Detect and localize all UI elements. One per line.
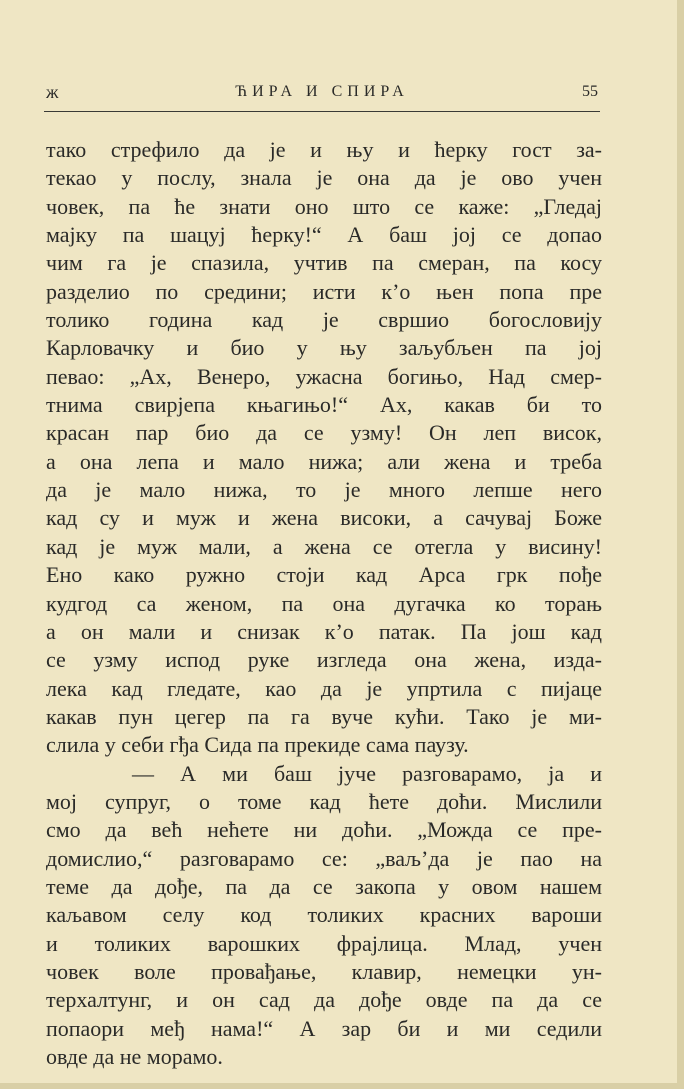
text-line: а она лепа и мало нижа; али жена и треба [46,448,602,474]
body-text [46,136,602,1071]
text-line: мајку па шацуј ћерку!“ А баш јој се допао [46,222,602,248]
text-line: певао: „Ах, Венеро, ужасна богињо, Над смер- [46,363,602,389]
paragraph-end-line: овде да не морамо. [46,1044,223,1069]
header-ornament: ж [46,82,59,102]
text-line: кад су и муж и жена високи, а сачувај Боже [46,505,602,531]
text-line: теме да дође, па да се закопа у овом нашем [46,873,602,899]
text-line: се узму испод руке изгледа она жена, изда- [46,647,602,673]
text-line: разделио по средини; исти к’о њен попа пре [46,278,602,304]
text-line: чим га је спазила, учтив па смеран, па косу [46,250,602,276]
text-line: а он мали и снизак к’о патак. Па још кад [46,618,602,644]
text-line: какав пун цегер па га вуче кући. Тако је ми- [46,703,602,729]
text-line: мој супруг, о томе кад ћете доћи. Мислили [46,788,602,814]
paragraph-start-line: — А ми баш јуче разговарамо, ја и [132,760,602,786]
text-line: текао у послу, знала је она да је ово учен [46,165,602,191]
text-line: Ено како ружно стоји кад Арса грк пође [46,562,602,588]
text-line: терхалтунг, и он сад да дође овде па да се [46,987,602,1013]
header-rule [44,111,600,112]
text-line: да је мало нижа, то је много лепше него [46,477,602,503]
text-line: Карловачку и био у њу заљубљен па јој [46,335,602,361]
text-line: тако стрефило да је и њу и ћерку гост за- [46,137,602,162]
text-line: домислио,“ разговарамо се: „ваљ’да је пао на [46,845,602,871]
text-line: каљавом селу код толиких красних вароши [46,902,602,928]
text-line: и толиких варошких фрајлица. Млад, учен [46,930,602,956]
text-line: лека кад гледате, као да је упртила с пијаце [46,675,602,701]
page-edge-bottom [0,1083,684,1089]
text-line: кад је муж мали, а жена се отегла у висину! [46,533,602,559]
text-line: кудгод са женом, па она дугачка ко торањ [46,590,602,616]
text-line: човек воле провађање, клавир, немецки ун- [46,958,602,984]
text-line: тнима свирјепа књагињо!“ Ах, какав би то [46,392,602,418]
page-number: 55 [582,83,598,100]
text-line: красан пар био да се узму! Он леп висок, [46,420,602,446]
running-header [46,82,598,108]
page-edge-right [677,0,684,1089]
text-line: попаори међ нама!“ А зар би и ми седили [46,1015,602,1041]
text-line: смо да већ нећете ни доћи. „Можда се пре- [46,817,602,843]
text-line: толико година кад је свршио богословију [46,307,602,333]
running-title: ЋИРА И СПИРА [235,83,409,100]
text-line: човек, па ће знати оно што се каже: „Гледај [46,193,602,219]
paragraph-end-line: слила у себи гђа Сида па прекиде сама паузу. [46,732,469,758]
